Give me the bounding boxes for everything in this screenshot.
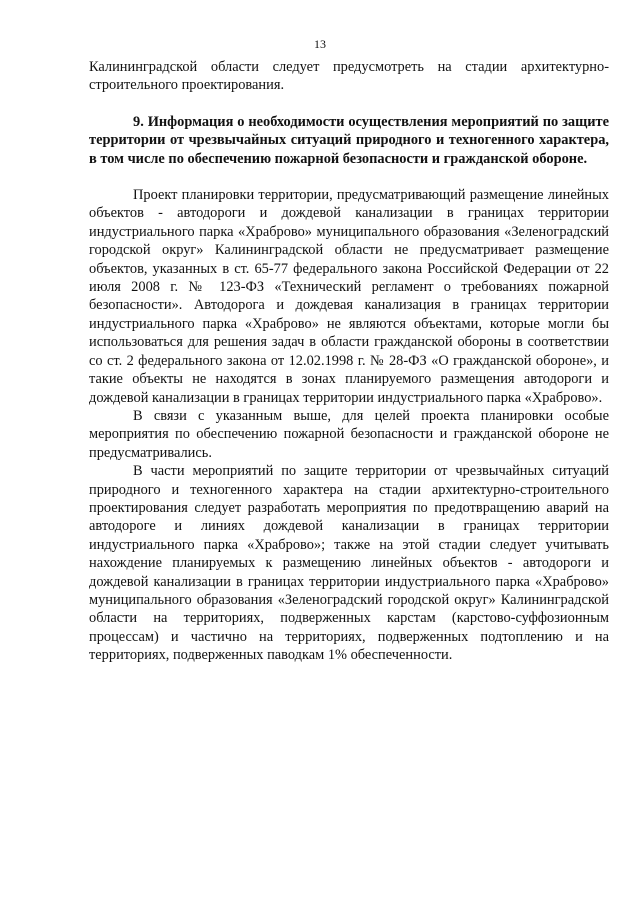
document-body (89, 58, 609, 665)
body-paragraph: Проект планировки территории, предусматривающий размещение линейных объектов - автодороги и дождевой канализации в границах территории индустриального парка «Храброво» муниципального образования «Зеленоградский городской округ» Калининградской области не предусматривает размещение объектов, указанных в ст. 65-77 федерального закона Российской Федерации от 22 июля 2008 г. № 123-ФЗ «Технический регламент о требованиях пожарной безопасности». Автодорога и дождевая канализация в границах территории индустриального парка «Храброво» не являются объектами, которые могли бы использоваться для решения задач в области гражданской обороны в соответствии со ст. 2 федерального закона от 12.02.1998 г. № 28-ФЗ «О гражданской обороне», и такие объекты не находятся в зонах планируемого размещения автодороги и дождевой канализации в границах территории индустриального парка «Храброво». (89, 187, 609, 406)
section-heading: 9. Информация о необходимости осуществления мероприятий по защите территории от чрезвычайных ситуаций природного и техногенного характера, в том числе по обеспечению пожарной безопасности и гражданской обороне. (89, 113, 609, 167)
page-number: 13 (314, 37, 326, 51)
intro-paragraph: Калининградской области следует предусмотреть на стадии архитектурно-строительного проектирования. (89, 59, 609, 94)
body-paragraph: В связи с указанным выше, для целей проекта планировки особые мероприятия по обеспечению пожарной безопасности и гражданской обороне не предусматривались. (89, 407, 609, 461)
body-paragraph: В части мероприятий по защите территории от чрезвычайных ситуаций природного и техногенного характера на стадии архитектурно-строительного проектирования следует разработать мероприятия по предотвращению аварий на автодороге и линиях дождевой канализации в границах территории индустриального парка «Храброво»; также на этой стадии следует учитывать нахождение планируемых к размещению линейных объектов - автодороги и дождевой канализации в границах территории индустриального парка «Храброво» муниципального образования «Зеленоградский городской округ» Калининградской области на территориях, подверженных карстам (карстово-суффозионным процессам) и частично на территориях, подверженных подтоплению и на территориях, подверженных паводкам 1% обеспеченности. (89, 463, 609, 664)
